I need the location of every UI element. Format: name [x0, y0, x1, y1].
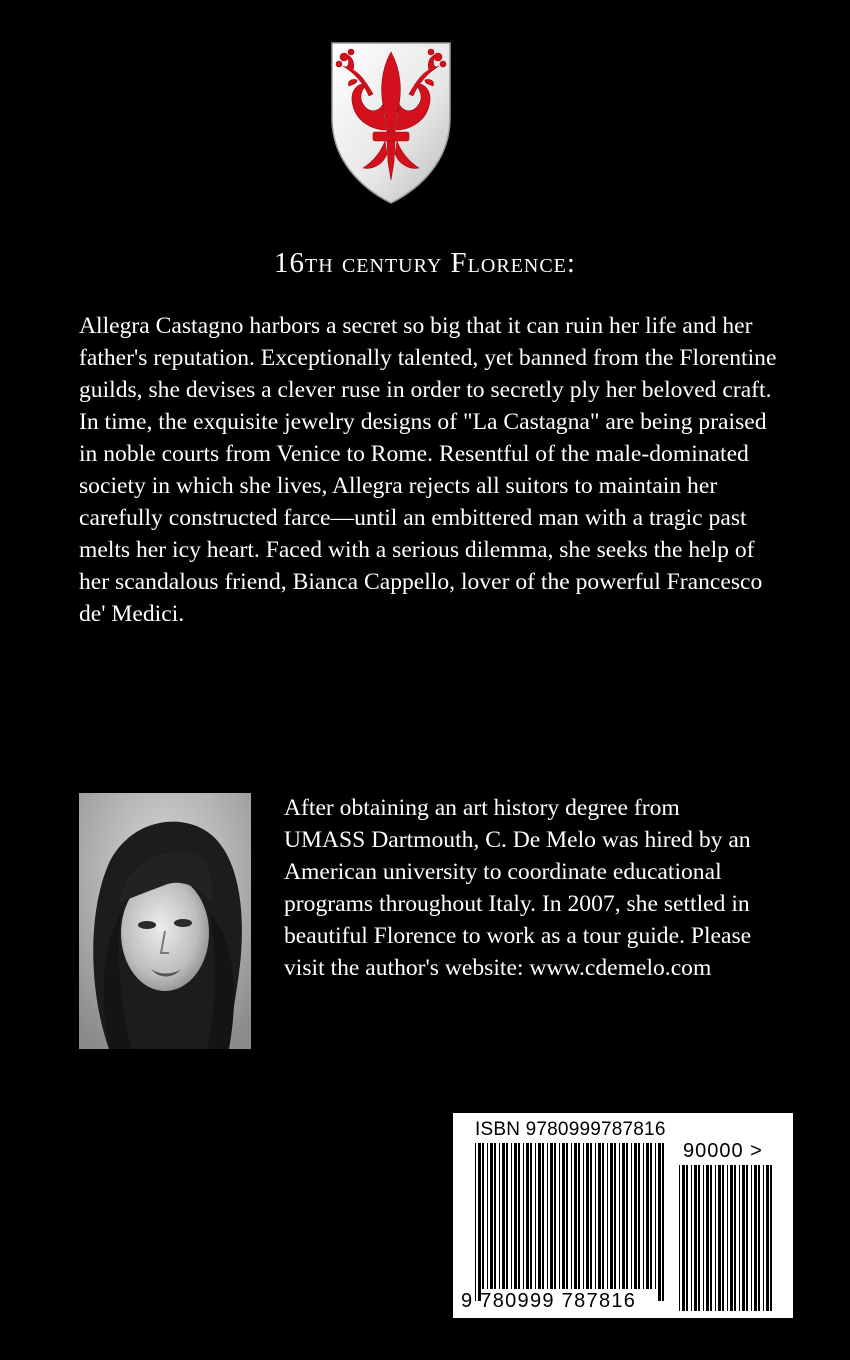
author-bio: After obtaining an art history degree from UMASS Dartmouth, C. De Melo was hired by an American university to coordinate educational programs throughout Italy. In 2007, she settled in beautiful Florence to work as a tour guide. Please visit the author's website: www.cdemelo.com	[284, 795, 752, 981]
ean-digits: 9 780999 787816	[461, 1290, 637, 1312]
florentine-crest-icon	[329, 40, 453, 206]
isbn-label: ISBN 9780999787816	[475, 1119, 666, 1140]
price-code: 90000 >	[683, 1140, 763, 1162]
isbn-barcode	[453, 1113, 793, 1318]
setting-heading: 16th century Florence:	[274, 247, 576, 279]
book-blurb: Allegra Castagno harbors a secret so big that it can ruin her life and her father's reputation. Exceptionally talented, yet banned from the Florentine guilds, she devises a clever ruse in order to secretly ply her beloved craft. In time, the exquisite jewelry designs of "La Castagna" are being praised in noble courts from Venice to Rome. Resentful of the male-dominated society in which she lives, Allegra rejects all suitors to maintain her carefully constructed farce—until an embittered man with a tragic past melts her icy heart. Faced with a serious dilemma, she seeks the help of her scandalous friend, Bianca Cappello, lover of the powerful Francesco de' Medici.	[79, 313, 777, 627]
author-photo	[79, 793, 251, 1049]
